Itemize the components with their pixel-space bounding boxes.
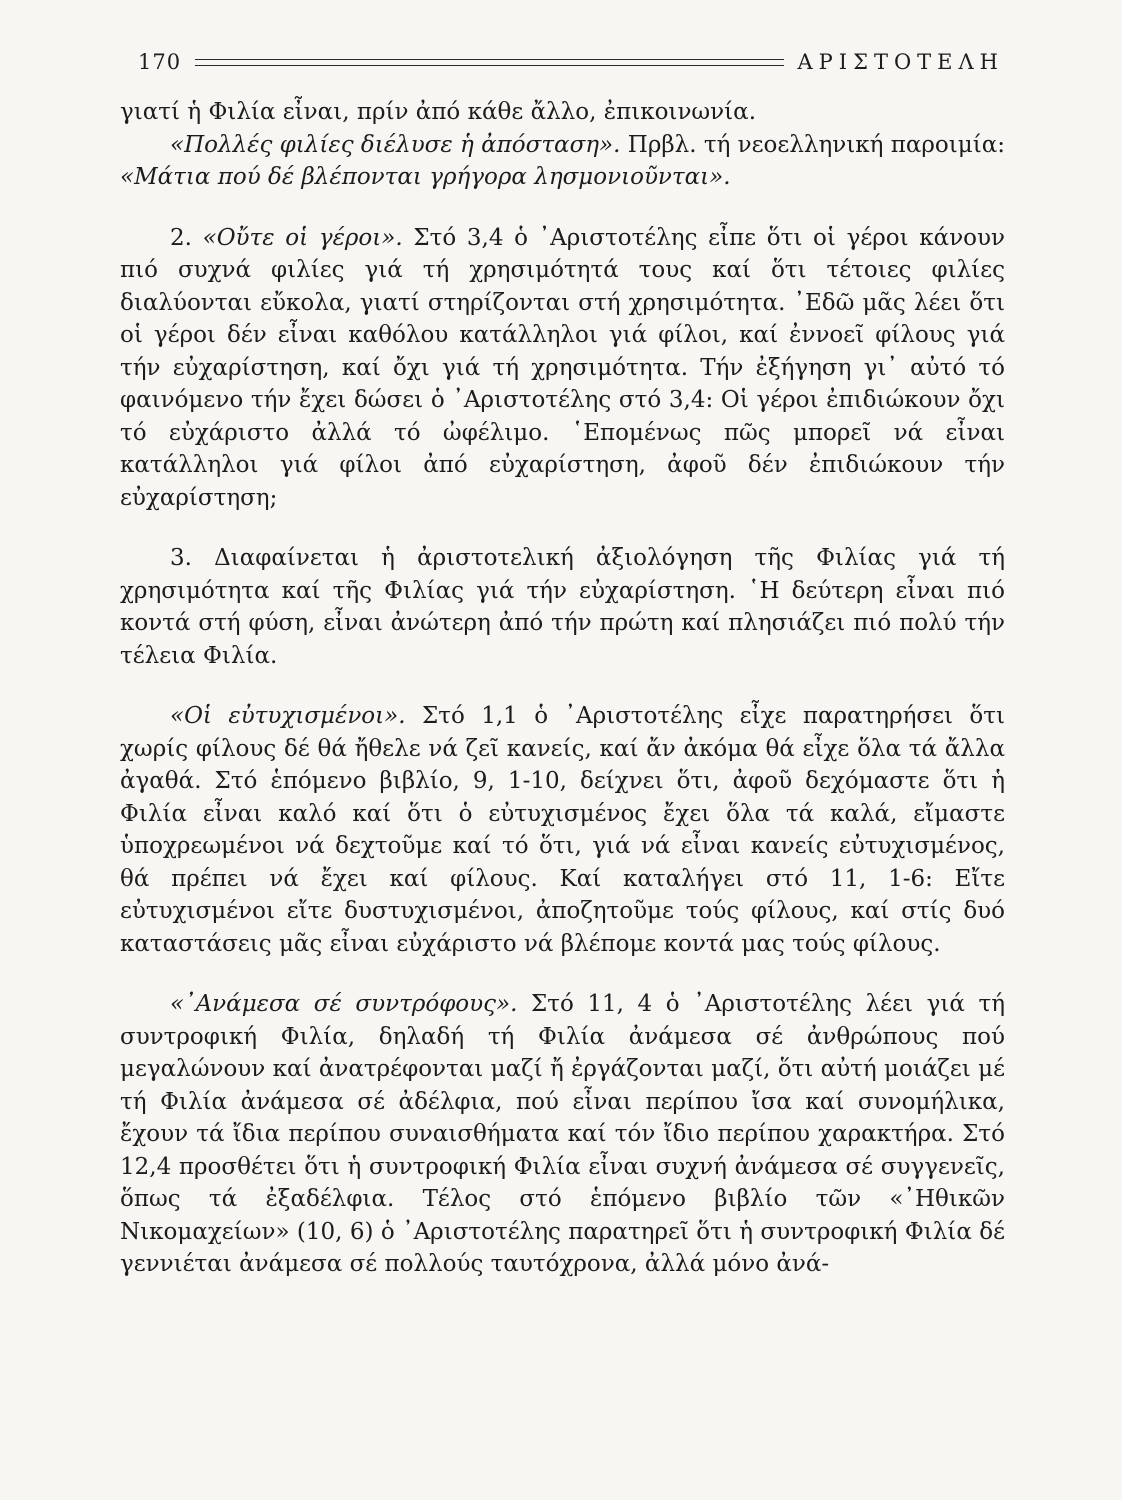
- quote-title: «᾿Ανάμεσα σέ συντρόφους».: [170, 991, 518, 1017]
- text-run: Στό 3,4 ὁ ᾿Αριστοτέλης εἶπε ὅτι οἱ γέροι κάνουν πιό συχνά φιλίες γιά τή χρησιμότητά τους καί ὅτι τέτοιες φιλίες διαλύονται εὔκολα, γιατί στηρίζονται στή χρησιμότητα. ᾿Εδῶ μᾶς λέει ὅτι οἱ γέροι δέν εἶναι καθόλου κατάλληλοι γιά φίλοι, καί ἐννοεῖ φίλους γιά τήν εὐχαρίστηση, καί ὄχι γιά τή χρησιμότητα. Τήν ἐξήγηση γι᾿ αὐτό τό φαινόμενο τήν ἔχει δώσει ὁ ᾿Αριστοτέλης στό 3,4: Οἱ γέροι ἐπιδιώκουν ὄχι τό εὐχάριστο ἀλλά τό ὠφέλιμο. ῾Επομένως πῶς μπορεῖ νά εἶναι κατάλληλοι γιά φίλοι ἀπό εὐχαρίστηση, ἀφοῦ δέν ἐπιδιώκουν τήν εὐχαρίστηση;: [120, 224, 1005, 511]
- text-run: Στό 1,1 ὁ ᾿Αριστοτέλης εἶχε παρατηρήσει ὅτι χωρίς φίλους δέ θά ἤθελε νά ζεῖ κανείς, καί ἄν ἀκόμα θά εἶχε ὅλα τά ἄλλα ἀγαθά. Στό ἑπόμενο βιβλίο, 9, 1-10, δείχνει ὅτι, ἀφοῦ δεχόμαστε ὅτι ἡ Φιλία εἶναι καλό καί ὅτι ὁ εὐτυχισμένος ἔχει ὅλα τά καλά, εἴμαστε ὑποχρεωμένοι νά δεχτοῦμε καί τό ὅτι, γιά νά εἶναι κανείς εὐτυχισμένος, θά πρέπει νά ἔχει καί φίλους. Καί καταλήγει στό 11, 1-6: Εἴτε εὐτυχισμένοι εἴτε δυστυχισμένοι, ἀποζητοῦμε τούς φίλους, καί στίς δυό καταστάσεις μᾶς εἶναι εὐχάριστο νά βλέπομε κοντά μας τούς φίλους.: [120, 703, 1005, 957]
- section-number: 2.: [170, 224, 203, 251]
- paragraph-1: [120, 96, 1005, 129]
- quote-title: «Οὔτε οἱ γέροι».: [202, 224, 403, 251]
- paragraph-2: [120, 129, 1005, 194]
- paragraph-6: [120, 988, 1005, 1281]
- text-run: Στό 11, 4 ὁ ᾿Αριστοτέλης λέει γιά τή συντροφική Φιλία, δηλαδή τή Φιλία ἀνάμεσα σέ ἀνθρώπους πού μεγαλώνουν καί ἀνατρέφονται μαζί ἤ ἐργάζονται μαζί, ὅτι αὐτή μοιάζει μέ τή Φιλία ἀνάμεσα σέ ἀδέλφια, πού εἶναι περίπου ἴσα καί συνομήλικα, ἔχουν τά ἴδια περίπου συναισθήματα καί τόν ἴδιο περίπου χαρακτήρα. Στό 12,4 προσθέτει ὅτι ἡ συντροφική Φιλία εἶναι συχνή ἀνάμεσα σέ συγγενεῖς, ὅπως τά ἐξαδέλφια. Τέλος στό ἑπόμενο βιβλίο τῶν «᾿Ηθικῶν Νικομαχείων» (10, 6) ὁ ᾿Αριστοτέλης παρατηρεῖ ὅτι ἡ συντροφική Φιλία δέ γεννιέται ἀνάμεσα σέ πολλούς ταυτόχρονα, ἀλλά μόνο ἀνά-: [120, 991, 1005, 1277]
- paragraph-5: [120, 700, 1005, 960]
- text-run: 3. Διαφαίνεται ἡ ἀριστοτελική ἀξιολόγηση τῆς Φιλίας γιά τή χρησιμότητα καί τῆς Φιλίας γιά τήν εὐχαρίστηση. ῾Η δεύτερη εἶναι πιό κοντά στή φύση, εἶναι ἀνώτερη ἀπό τήν πρώτη καί πλησιάζει πιό πολύ τήν τέλεια Φιλία.: [120, 545, 1005, 669]
- proverb-quote: «Μάτια πού δέ βλέπονται γρήγορα λησμονιοῦνται».: [120, 164, 731, 190]
- running-header: [138, 44, 1004, 80]
- page-number: 170: [138, 50, 182, 74]
- text-run: Πρβλ. τή νεοελληνική παροιμία:: [620, 131, 1005, 158]
- text-run: γιατί ἡ Φιλία εἶναι, πρίν ἀπό κάθε ἄλλο, ἐπικοινωνία.: [120, 99, 757, 125]
- paragraph-4: [120, 542, 1005, 672]
- header-double-rule: [195, 59, 783, 66]
- running-title: ΑΡΙΣΤΟΤΕΛΗ: [797, 50, 1004, 74]
- body-text: [120, 96, 1005, 1281]
- quote-title: «Οἱ εὐτυχισμένοι».: [170, 703, 406, 729]
- quote-title: «Πολλές φιλίες διέλυσε ἡ ἀπόσταση».: [170, 131, 621, 158]
- paragraph-3: [120, 222, 1005, 515]
